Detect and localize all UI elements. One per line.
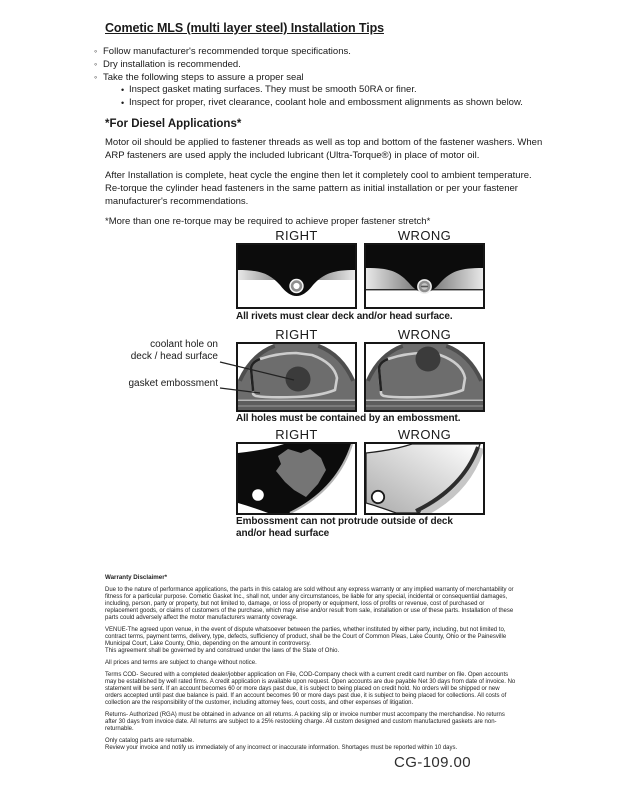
diagram-caption-row1: All rivets must clear deck and/or head surface. [236,311,453,322]
diesel-section-heading: *For Diesel Applications* [105,118,242,130]
tip-item [94,58,523,71]
annotation-leader-lines [218,352,308,400]
page-title: Cometic MLS (multi layer steel) Installation Tips [105,21,384,35]
sub-tip-item [121,84,523,97]
embossment-right-diagram [236,442,357,515]
circle-bullet-icon: ◦ [94,59,98,69]
rivet-right-illustration [238,245,355,307]
right-label-row2: RIGHT [275,327,318,342]
gasket-embossment-annotation: gasket embossment [128,378,218,389]
legal-paragraph: Returns- Authorized (RGA) must be obtained in advance on all returns. A packing slip or invoice number must accompany the merchandise. No returns after 30 days from invoice date. All returns are subject to a 25% restocking charge. All custom designed and custom manufactured gaskets are non-returnable. [105,712,505,732]
embossment-wrong-diagram [364,442,485,515]
legal-paragraph: Terms COD- Secured with a completed dealer/jobber application on File, COD-Company check with a current credit card number on file. Open accounts may be established by well rated firms. A credit application is available upon request. Open accounts are due payable Net 30 days from date of invoice. No statement will be sent. If an account becomes 60 or more days past due, it is subject to being placed on credit hold. No orders will be shipped or new orders accepted until past due balance is paid. If an account becomes 90 or more days past due, it is subject to being placed for collections. All costs of collection are the responsibility of the customer, including attorney fees, court costs, and other expenses of litigation. [105,672,516,706]
tip-item [94,71,523,84]
sub-tip-item [121,97,523,110]
warranty-disclaimer-heading: Warranty Disclaimer* [105,574,168,581]
dot-bullet-icon: • [121,85,125,95]
coolant-hole-wrong-illustration [366,344,483,410]
rivet-wrong-diagram [364,243,485,309]
tips-list [94,45,523,110]
annotation-line: coolant hole on [150,339,218,350]
tip-text: Follow manufacturer's recommended torque specifications. [103,46,351,57]
legal-paragraph: VENUE-The agreed upon venue, in the event of dispute whatsoever between the parties, whether instituted by either party, including, but not limited to, contract terms, payment terms, delivery, type, defects, sufficiency of product, shall be the Court of Common Pleas, Lake County, Ohio or the Painesville Municipal Court, Lake County, Ohio, depending on the amount in controversy. [105,627,507,647]
embossment-right-illustration [238,444,355,513]
legal-paragraph: Only catalog parts are returnable. [105,738,195,744]
dot-bullet-icon: • [121,98,125,108]
catalog-page-code: CG-109.00 [394,754,471,771]
diagram-caption-row3: Embossment can not protrude outside of deck and/or head surface [236,516,453,539]
diagram-caption-row2: All holes must be contained by an embossment. [236,413,461,424]
rivet-right-diagram [236,243,357,309]
tip-item [94,45,523,58]
legal-paragraph: This agreement shall be governed by and construed under the laws of the State of Ohio. [105,648,340,654]
sub-tip-text: Inspect for proper, rivet clearance, coolant hole and embossment alignments as shown below. [129,97,523,108]
sub-tip-text: Inspect gasket mating surfaces. They must be smooth 50RA or finer. [129,84,417,95]
right-label-row3: RIGHT [275,427,318,442]
sub-tips-list [121,84,523,110]
coolant-hole-annotation [100,339,218,362]
annotation-line: deck / head surface [130,350,218,362]
rivet-wrong-illustration [366,245,483,307]
wrong-label-row2: WRONG [397,327,452,342]
wrong-label-row1: WRONG [397,228,452,243]
right-label-row1: RIGHT [275,228,318,243]
tip-text: Dry installation is recommended. [103,59,241,70]
diesel-paragraph-2: After Installation is complete, heat cycle the engine then let it completely cool to ambient temperature. Re-torque the cylinder head fasteners in the same pattern as initial installation or per your fastener manufacturer's recommendations. [105,170,532,208]
retorque-note: *More than one re-torque may be required to achieve proper fastener stretch* [105,216,431,227]
diesel-paragraph-1: Motor oil should be applied to fastener threads as well as top and bottom of the fastener washers. When ARP fasteners are used apply the included lubricant (Ultra-Torque®) in place of motor oil. [105,137,543,162]
circle-bullet-icon: ◦ [94,46,98,56]
legal-paragraph: All prices and terms are subject to change without notice. [105,660,257,666]
coolant-hole-wrong-diagram [364,342,485,412]
warranty-disclaimer-section [105,574,517,757]
wrong-label-row3: WRONG [397,427,452,442]
tip-text: Take the following steps to assure a proper seal [103,72,304,83]
embossment-wrong-illustration [366,444,483,513]
legal-paragraph: Due to the nature of performance applications, the parts in this catalog are sold without any express warranty or any implied warranty of merchantability or fitness for a particular purpose. Cometic Gasket Inc., shall not, under any circumstances, be liable for any special, incidental or consequential damages, including, person, party or property, but not limited to, damage, or loss of property or equipment, loss of profits or revenue, cost of purchased or replacement goods, or claims of customers of the purchase, which may arise and/or result from sale, installation or use of these parts. Installation of these parts could adversely affect the motor manufacturers warranty coverage. [105,587,514,621]
legal-paragraph: Review your invoice and notify us immediately of any incorrect or inaccurate information. Shortages must be reported within 10 days. [105,745,458,751]
circle-bullet-icon: ◦ [94,72,98,82]
